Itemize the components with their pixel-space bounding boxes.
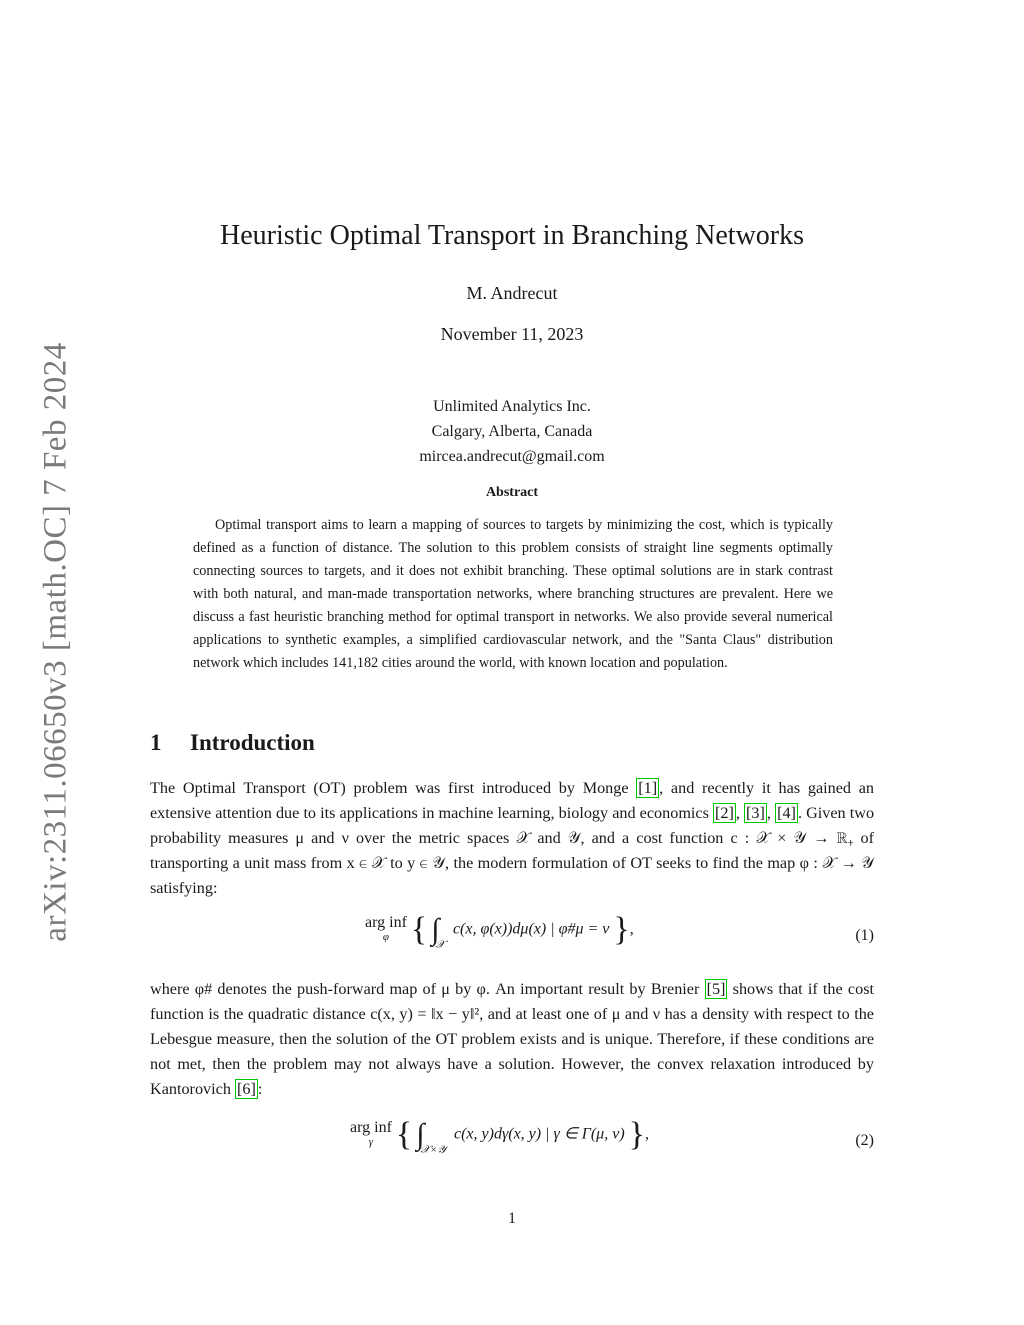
paper-title: Heuristic Optimal Transport in Branching Networks	[219, 220, 805, 251]
abstract-heading: Abstract	[485, 485, 539, 500]
equation-2: arg inf γ { $\int_{𝒳\times 𝒴}$ c(x, y)dγ(x, y) | γ ∈ Γ(μ, ν) }, (2)	[350, 1116, 874, 1156]
section-title: Introduction	[190, 730, 315, 755]
affiliation-org: Unlimited Analytics Inc.	[433, 398, 591, 415]
citation-link[interactable]: [1]	[638, 779, 658, 797]
arg-inf-operator: arg inf φ	[365, 914, 407, 943]
paragraph-text: The Optimal Transport (OT) problem was first introduced by Monge	[150, 779, 637, 797]
right-brace: }	[628, 1116, 645, 1153]
paragraph-text: Given two probability measures μ and ν over the metric spaces 𝒳 and 𝒴, and a cost function c : 𝒳 × 𝒴 → ℝ₊ of transporting a unit mass from x ∈ 𝒳 to y ∈ 𝒴, the modern formulation of OT seeks to find the map φ : 𝒳 → 𝒴 satisfying:	[150, 804, 875, 897]
left-brace: {	[395, 1116, 413, 1153]
affiliation-location: Calgary, Alberta, Canada	[431, 423, 593, 440]
integral-domain: 𝒳×𝒴	[420, 1143, 446, 1156]
equation-number: (1)	[855, 927, 874, 944]
citation-link[interactable]: [2]	[715, 804, 734, 822]
intro-paragraph-2	[150, 977, 874, 1102]
section-heading-introduction	[150, 730, 315, 756]
integral-symbol: ∫	[416, 1118, 425, 1151]
arxiv-identifier-stamp: arXiv:2311.06650v3 [math.OC] 7 Feb 2024	[37, 342, 74, 942]
paper-date: November 11, 2023	[440, 324, 584, 344]
page-number: 1	[508, 1210, 516, 1227]
equation-1: arg inf φ { $\int_𝒳$ c(x, φ(x))dμ(x) | φ#μ = ν }, (1)	[365, 911, 874, 951]
section-number: 1	[150, 730, 162, 755]
integral-domain: 𝒳	[435, 938, 445, 951]
intro-paragraph-1: The Optimal Transport (OT) problem was first introduced by Monge [1] , and recently it has gained an extensive attention due to its applications in machine learning, biology and economics [2] , [3] , [4] . Given two probability measures μ and ν over the metric spaces 𝒳 and 𝒴, and a cost function c : 𝒳 × 𝒴 → ℝ₊ of transporting a unit mass from x ∈ 𝒳 to y ∈ 𝒴, the modern formulation of OT seeks to find the map φ : 𝒳 → 𝒴 satisfying:	[150, 779, 875, 897]
citation-link[interactable]: [6]	[236, 1080, 256, 1098]
paragraph-text: shows that if the cost function is the quadratic distance c(x, y) = ‖x − y‖², and at least one of μ and ν has a density with respect to the Lebesgue measure, then the solution of the OT problem exists and is unique. Therefore, if these conditions are not met, then the problem may not always have a solution. However, the convex relaxation introduced by Kantorovich	[150, 980, 874, 1098]
left-brace: {	[410, 911, 428, 948]
affiliation-block	[0, 394, 1024, 469]
citation-link[interactable]: [5]	[706, 980, 726, 998]
equation-body: c(x, φ(x))dμ(x) | φ#μ = ν	[452, 920, 610, 938]
right-brace: }	[613, 911, 630, 948]
affiliation-email: mircea.andrecut@gmail.com	[419, 448, 605, 465]
equation-body: c(x, y)dγ(x, y) | γ ∈ Γ(μ, ν)	[453, 1125, 625, 1143]
arg-inf-operator: arg inf γ	[350, 1119, 392, 1148]
equation-number: (2)	[855, 1132, 874, 1149]
paragraph-text: where φ# denotes the push-forward map of μ by φ. An important result by Brenier	[150, 980, 705, 998]
paragraph-text: , and recently it has gained an extensive attention due to its applications in machine learning, biology and economics	[150, 779, 874, 822]
abstract-text: Optimal transport aims to learn a mapping of sources to targets by minimizing the cost, which is typically defined as a function of distance. The solution to this problem consists of straight line segments optimally connecting sources to targets, and it does not exhibit branching. These optimal solutions are in stark contrast with both natural, and man-made transportation networks, where branching structures are prevalent. Here we discuss a fast heuristic branching method for optimal transport in networks. We also provide several numerical applications to synthetic examples, a simplified cardiovascular network, and the "Santa Claus" distribution network which includes 141,182 cities around the world, with known location and population.	[193, 517, 833, 671]
citation-link[interactable]: [3]	[746, 804, 765, 822]
citation-link[interactable]: [4]	[777, 804, 796, 822]
integral-symbol: ∫	[431, 913, 440, 946]
author-name: M. Andrecut	[466, 283, 558, 303]
paragraph-text: :	[257, 1080, 263, 1098]
